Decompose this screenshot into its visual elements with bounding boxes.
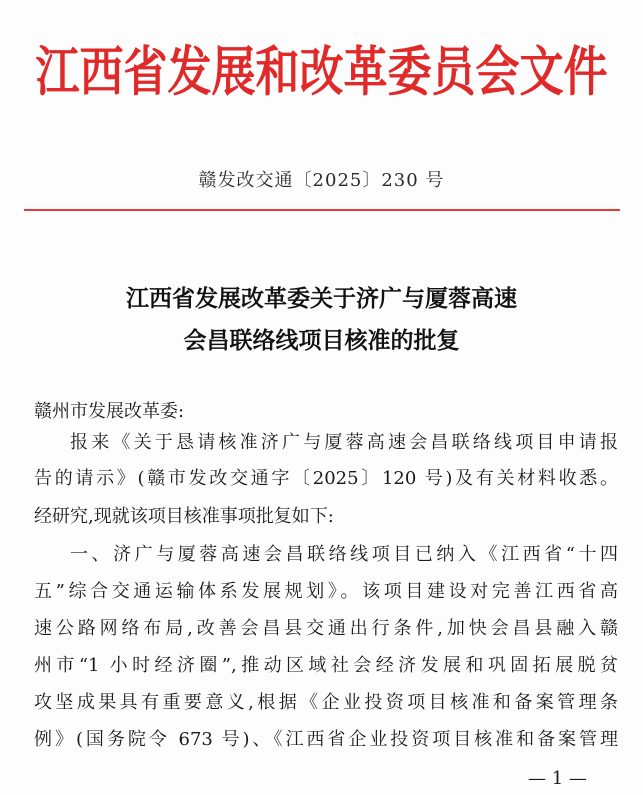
body-line: 五”综合交通运输体系发展规划》。该项目建设对完善江西省高 [34, 581, 618, 602]
body-line: 一、济广与厦蓉高速会昌联络线项目已纳入《江西省“十四 [70, 544, 618, 565]
body-line: 攻坚成果具有重要意义,根据《企业投资项目核准和备案管理条 [34, 692, 618, 713]
body-line: 州市“1 小时经济圈”,推动区域社会经济发展和巩固拓展脱贫 [34, 655, 618, 676]
body-line: 例》(国务院令 673 号)、《江西省企业投资项目核准和备案管理 [34, 729, 618, 750]
body-line: 速公路网络布局,改善会昌县交通出行条件,加快会昌县融入赣 [34, 618, 618, 639]
body-line: 告的请示》(赣市发改交通字〔2025〕120 号)及有关材料收悉。 [34, 468, 618, 489]
body-line: 报来《关于恳请核准济广与厦蓉高速会昌联络线项目申请报 [70, 432, 618, 453]
addressee: 赣州市发展改革委: [34, 401, 185, 422]
red-separator-line [24, 209, 620, 211]
body-line: 经研究,现就该项目核准事项批复如下: [34, 506, 334, 527]
page-number: — 1 — [528, 768, 587, 789]
issuer-title: 江西省发展和改革委员会文件 [35, 41, 608, 104]
subject-title-line-1: 江西省发展改革委关于济广与厦蓉高速 [126, 286, 517, 312]
subject-title-line-2: 会昌联络线项目核准的批复 [183, 328, 460, 354]
document-number: 赣发改交通〔2025〕230 号 [198, 170, 445, 191]
